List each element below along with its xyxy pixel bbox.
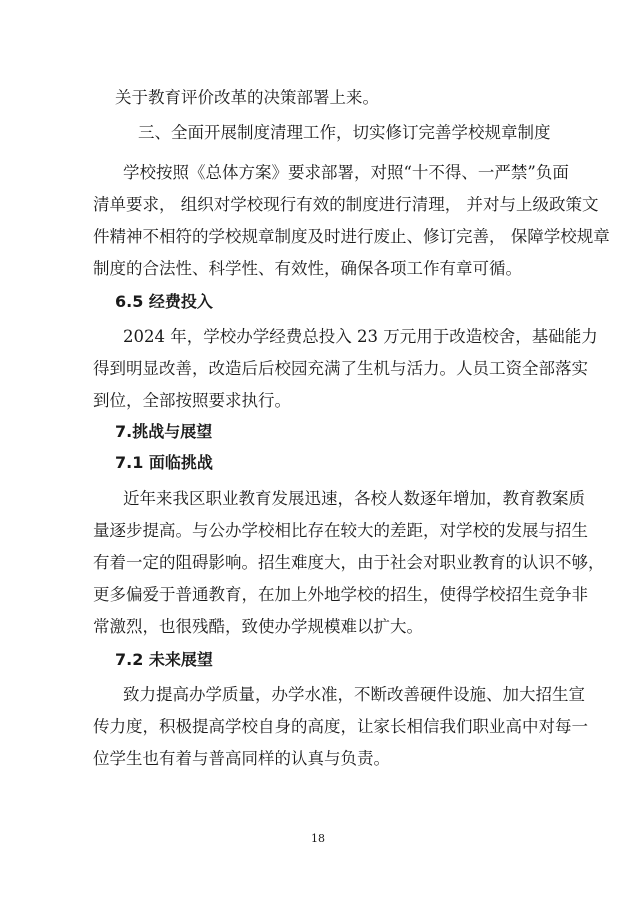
paragraph-line: 更多偏爱于普通教育，在加上外地学校的招生，使得学校招生竞争非 xyxy=(93,585,588,604)
paragraph-line: 得到明显改善，改造后后校园充满了生机与活力。人员工资全部落实 xyxy=(93,359,588,378)
section-heading-7-2: 7.2 未来展望 xyxy=(115,650,213,669)
section-heading-7: 7.挑战与展望 xyxy=(115,422,213,441)
paragraph-line: 2024 年，学校办学经费总投入 23 万元用于改造校舍，基础能力 xyxy=(123,327,598,346)
paragraph-line: 制度的合法性、科学性、有效性，确保各项工作有章可循。 xyxy=(93,259,522,278)
section-heading: 三、全面开展制度清理工作，切实修订完善学校规章制度 xyxy=(138,123,551,142)
paragraph-line: 件精神不相符的学校规章制度及时进行废止、修订完善， 保障学校规章 xyxy=(93,227,610,246)
paragraph-line: 学校按照《总体方案》要求部署，对照“十不得、一严禁”负面 xyxy=(123,163,569,182)
paragraph-line: 近年来我区职业教育发展迅速，各校人数逐年增加，教育教案质 xyxy=(123,489,585,508)
paragraph-line: 致力提高办学质量，办学水准，不断改善硬件设施、加大招生宣 xyxy=(123,685,585,704)
paragraph-line: 位学生也有着与普高同样的认真与负责。 xyxy=(93,749,390,768)
paragraph-line: 到位，全部按照要求执行。 xyxy=(93,391,291,410)
paragraph-line: 常激烈，也很残酷，致使办学规模难以扩大。 xyxy=(93,617,423,636)
paragraph-line: 量逐步提高。与公办学校相比存在较大的差距，对学校的发展与招生 xyxy=(93,521,588,540)
section-heading-6-5: 6.5 经费投入 xyxy=(115,292,213,311)
paragraph-line: 传力度，积极提高学校自身的高度，让家长相信我们职业高中对每一 xyxy=(93,717,588,736)
paragraph-line: 清单要求， 组织对学校现行有效的制度进行清理， 并对与上级政策文 xyxy=(93,195,599,214)
page-number: 18 xyxy=(311,832,325,845)
section-heading-7-1: 7.1 面临挑战 xyxy=(115,453,213,472)
paragraph-line: 关于教育评价改革的决策部署上来。 xyxy=(115,88,379,107)
paragraph-line: 有着一定的阻碍影响。招生难度大，由于社会对职业教育的认识不够， xyxy=(93,553,605,572)
